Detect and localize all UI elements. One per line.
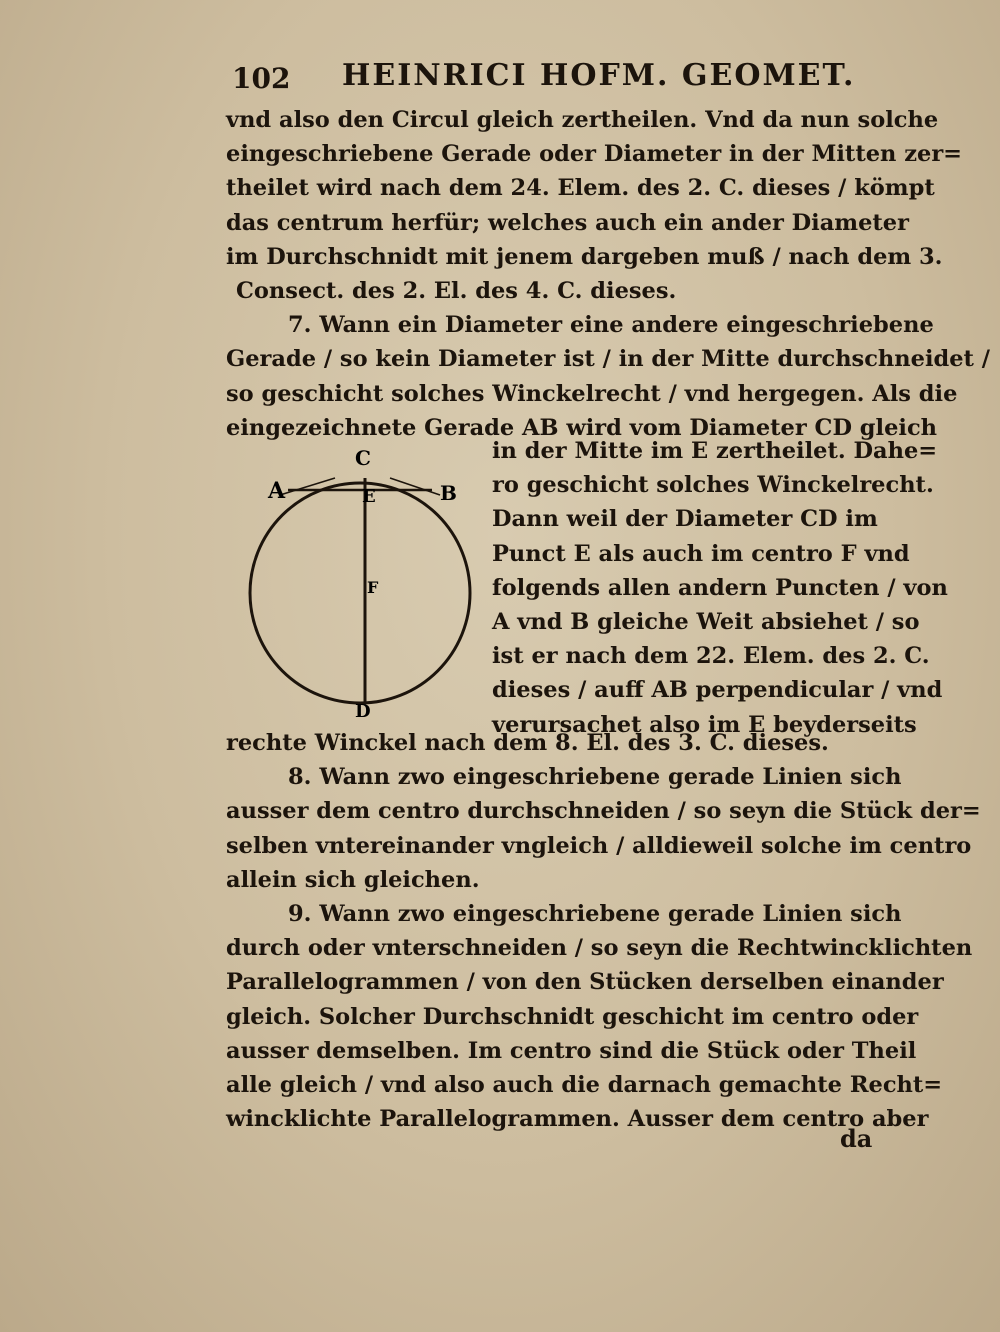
paragraph-7-start: 7. Wann ein Diameter eine andere eingeschriebene bbox=[288, 312, 934, 339]
text-line: Consect. des 2. El. des 4. C. dieses. bbox=[236, 277, 677, 304]
text-line: A vnd B gleiche Weit absiehet / so bbox=[492, 608, 920, 635]
label-e: E bbox=[362, 486, 376, 507]
text-line: selben vntereinander vngleich / alldieweil solche im centro bbox=[226, 832, 972, 859]
text-line: im Durchschnidt mit jenem dargeben muß / nach dem 3. bbox=[226, 243, 943, 270]
text-line: Punct E als auch im centro F vnd bbox=[492, 540, 910, 567]
figure-stroke bbox=[390, 478, 440, 495]
bottom-text-block bbox=[226, 726, 981, 1136]
text-line: ro geschicht solches Winckelrecht. bbox=[492, 472, 934, 499]
text-line: verursachet also im E beyderseits bbox=[492, 711, 917, 738]
text-line: in der Mitte im E zertheilet. Dahe= bbox=[492, 438, 938, 464]
paragraph-9-start: 9. Wann zwo eingeschriebene gerade Linien sich bbox=[288, 900, 902, 927]
text-line: theilet wird nach dem 24. Elem. des 2. C. dieses / kömpt bbox=[226, 175, 935, 202]
page-header bbox=[232, 58, 892, 100]
text-line: das centrum herfür; welches auch ein ander Diameter bbox=[226, 209, 909, 236]
label-d: D bbox=[355, 701, 371, 722]
label-f: F bbox=[367, 578, 379, 597]
text-line: gleich. Solcher Durchschnidt geschicht im centro oder bbox=[226, 1003, 919, 1030]
side-text-block bbox=[492, 434, 948, 742]
catchword: da bbox=[840, 1124, 873, 1153]
text-line: Gerade / so kein Diameter ist / in der Mitte durchschneidet / bbox=[226, 346, 991, 373]
text-line: alle gleich / vnd also auch die darnach gemachte Recht= bbox=[226, 1071, 943, 1098]
text-line: Dann weil der Diameter CD im bbox=[492, 506, 878, 533]
text-line: wincklichte Parallelogrammen. Ausser dem centro aber bbox=[226, 1106, 929, 1133]
running-head: HEINRICI HOFM. GEOMET. bbox=[342, 58, 856, 93]
text-line: rechte Winckel nach dem 8. El. des 3. C. dieses. bbox=[226, 730, 829, 756]
text-line: Parallelogrammen / von den Stücken derselben einander bbox=[226, 969, 944, 996]
paragraph-8-start: 8. Wann zwo eingeschriebene gerade Linien sich bbox=[288, 764, 902, 791]
label-b: B bbox=[440, 481, 457, 505]
text-line: folgends allen andern Puncten / von bbox=[492, 574, 948, 601]
text-line: ausser dem centro durchschneiden / so seyn die Stück der= bbox=[226, 798, 981, 825]
figure-stroke bbox=[280, 478, 335, 495]
text-line: ausser demselben. Im centro sind die Stück oder Theil bbox=[226, 1037, 917, 1064]
circle-outline bbox=[250, 483, 470, 703]
text-line: durch oder vnterschneiden / so seyn die Rechtwincklichten bbox=[226, 935, 973, 962]
text-line: eingezeichnete Gerade AB wird vom Diameter CD gleich bbox=[226, 414, 938, 441]
text-line: ist er nach dem 22. Elem. des 2. C. bbox=[492, 643, 930, 670]
text-line: so geschicht solches Winckelrecht / vnd hergegen. Als die bbox=[226, 380, 958, 407]
top-text-block bbox=[226, 103, 991, 445]
text-line: allein sich gleichen. bbox=[226, 866, 480, 893]
label-c: C bbox=[355, 446, 371, 470]
text-line: vnd also den Circul gleich zertheilen. Vnd da nun solche bbox=[226, 107, 939, 133]
page-number: 102 bbox=[232, 62, 291, 95]
geometry-figure bbox=[240, 440, 490, 720]
text-line: eingeschriebene Gerade oder Diameter in der Mitten zer= bbox=[226, 141, 963, 168]
label-a: A bbox=[268, 478, 286, 504]
text-line: dieses / auff AB perpendicular / vnd bbox=[492, 677, 943, 704]
